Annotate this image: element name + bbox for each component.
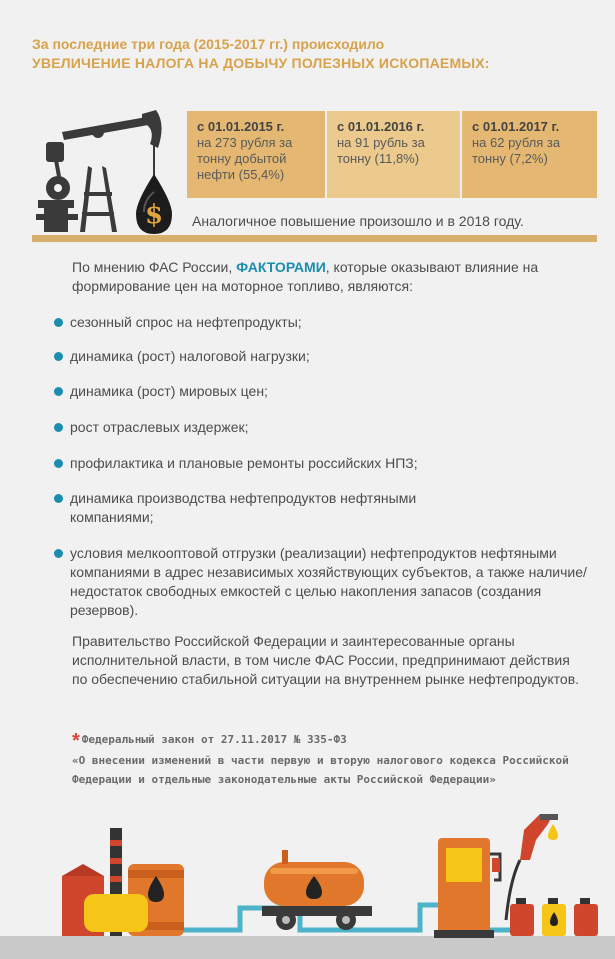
intro-highlight: ФАКТОРАМИ — [236, 259, 326, 275]
bullet-icon — [54, 352, 63, 361]
bullet-icon — [54, 494, 63, 503]
rate-text: на 273 рубля за тонну добытой нефти (55,4%) — [197, 135, 293, 182]
oil-drop-dollar-icon — [136, 174, 172, 234]
list-item — [54, 489, 484, 527]
intro-before: По мнению ФАС России, — [72, 259, 237, 275]
factors-intro — [72, 258, 582, 296]
rate-date: с 01.01.2016 г. — [337, 119, 425, 134]
bullet-icon — [54, 459, 63, 468]
factor-text: сезонный спрос на нефтепродукты; — [70, 314, 302, 330]
list-item — [54, 313, 594, 332]
footnote-law-line — [72, 730, 592, 751]
rate-date: с 01.01.2017 г. — [472, 119, 560, 134]
footnote — [72, 730, 592, 789]
government-paragraph: Правительство Российской Федерации и заинтересованные органы исполнительной власти, в том числе ФАС России, предпринимают действия по обеспечению стабильной ситуации на внутреннем рынке нефтепродуктов. — [72, 633, 580, 687]
note-2018: Аналогичное повышение произошло и в 2018 году. — [192, 213, 524, 229]
list-item — [54, 418, 594, 437]
oil-industry-illustration — [0, 810, 615, 959]
factor-text: динамика (рост) мировых цен; — [70, 383, 268, 399]
rate-text: на 62 рубля за тонну (7,2%) — [472, 135, 561, 166]
factor-text: динамика производства нефтепродуктов нефтяными компаниями; — [70, 490, 417, 525]
section-divider — [32, 235, 597, 242]
bullet-icon — [54, 387, 63, 396]
tax-rate-2017 — [462, 111, 597, 198]
oil-pump-jack-icon — [32, 104, 192, 246]
bullet-icon — [54, 423, 63, 432]
list-item — [54, 454, 594, 473]
list-item — [54, 544, 594, 620]
rate-text: на 91 рубль за тонну (11,8%) — [337, 135, 425, 166]
footnote-title: «О внесении изменений в части первую и вторую налогового кодекса Российской Федерации и отдельные законодательные акты Российской Федерации» — [72, 754, 569, 786]
factor-text: профилактика и плановые ремонты российских НПЗ; — [70, 455, 418, 471]
footnote-law: Федеральный закон от 27.11.2017 № 335-ФЗ — [81, 733, 347, 746]
rate-date: с 01.01.2015 г. — [197, 119, 285, 134]
bullet-icon — [54, 318, 63, 327]
tax-rate-2016 — [327, 111, 460, 198]
factor-text: условия мелкооптовой отгрузки (реализации) нефтепродуктов нефтяными компаниями в адрес независимых хозяйствующих субъектов, а также наличие/недостаток свободных емкостей с целью накопления запасов (создания резервов). — [70, 545, 587, 618]
list-item — [54, 347, 594, 366]
header-line-2: УВЕЛИЧЕНИЕ НАЛОГА НА ДОБЫЧУ ПОЛЕЗНЫХ ИСКОПАЕМЫХ: — [32, 55, 490, 71]
bullet-icon — [54, 549, 63, 558]
header-line-1: За последние три года (2015-2017 гг.) происходило — [32, 36, 385, 52]
footnote-asterisk: * — [72, 730, 80, 752]
factor-text: рост отраслевых издержек; — [70, 419, 249, 435]
tax-rate-2015 — [187, 111, 325, 198]
factor-text: динамика (рост) налоговой нагрузки; — [70, 348, 310, 364]
intro-after: , которые оказывают влияние на формирование цен на моторное топливо, являются: — [72, 259, 539, 294]
list-item — [54, 382, 594, 401]
svg-text:$: $ — [144, 200, 164, 230]
